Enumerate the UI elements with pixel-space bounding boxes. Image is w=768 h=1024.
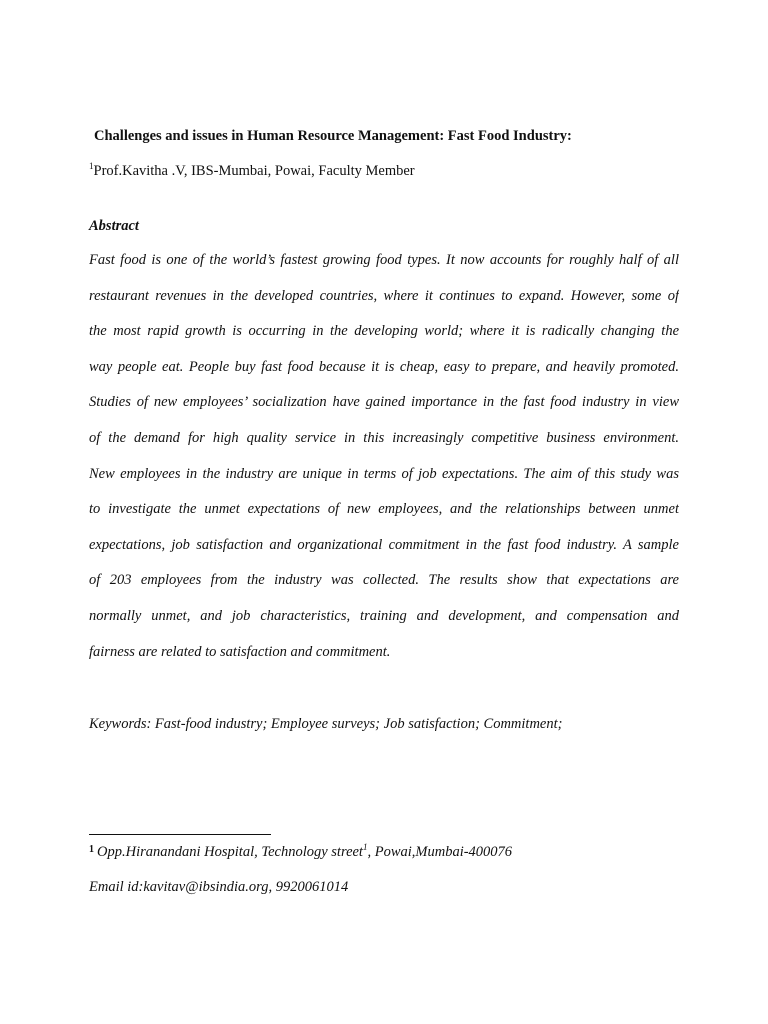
abstract-line: normally unmet, and job characteristics, training and development, and compensation and: [89, 607, 679, 624]
footnote-address-text-end: , Powai,Mumbai-400076: [367, 844, 513, 860]
abstract-line: way people eat. People buy fast food because it is cheap, easy to prepare, and heavily promoted.: [89, 358, 679, 375]
abstract-line: expectations, job satisfaction and organizational commitment in the fast food industry. A sample: [89, 536, 679, 553]
abstract-line: to investigate the unmet expectations of new employees, and the relationships between unmet: [89, 501, 679, 518]
author-affiliation-marker: 1: [89, 161, 94, 171]
footnote-divider: [89, 834, 271, 835]
footnote-address-text: Opp.Hiranandani Hospital, Technology street: [97, 844, 363, 860]
abstract-line: the most rapid growth is occurring in the developing world; where it is radically changing the: [89, 323, 679, 340]
paper-title: Challenges and issues in Human Resource Management: Fast Food Industry:: [94, 128, 572, 144]
abstract-heading: Abstract: [89, 218, 139, 234]
abstract-line: fairness are related to satisfaction and commitment.: [89, 643, 391, 660]
abstract-line: of the demand for high quality service in this increasingly competitive business environment.: [89, 429, 679, 446]
author-line: [89, 163, 415, 180]
abstract-line: Fast food is one of the world’s fastest growing food types. It now accounts for roughly half of all: [89, 252, 679, 268]
abstract-body: [89, 248, 679, 675]
footnote-address-superscript: 1: [362, 842, 368, 852]
keywords: Keywords: Fast-food industry; Employee surveys; Job satisfaction; Commitment;: [89, 716, 563, 732]
footnote-marker: 1: [89, 844, 94, 855]
author-text: Prof.Kavitha .V, IBS-Mumbai, Powai, Faculty Member: [93, 163, 415, 179]
abstract-line: New employees in the industry are unique in terms of job expectations. The aim of this study was: [89, 465, 679, 482]
footnote-email: Email id:kavitav@ibsindia.org, 9920061014: [89, 879, 349, 895]
abstract-line: Studies of new employees’ socialization have gained importance in the fast food industry in view: [89, 394, 679, 411]
abstract-line: restaurant revenues in the developed countries, where it continues to expand. However, some of: [89, 287, 679, 304]
footnote-address: [89, 844, 512, 861]
abstract-line: of 203 employees from the industry was collected. The results show that expectations are: [89, 572, 679, 589]
